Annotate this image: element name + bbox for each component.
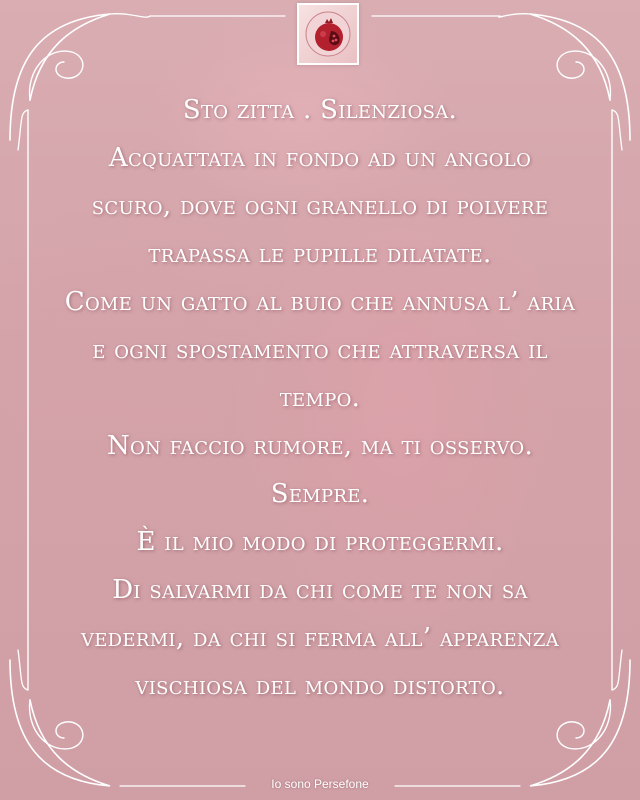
poem-line: tempo. (279, 383, 361, 413)
poem-line: e ogni spostamento che attraversa il (92, 335, 548, 365)
poem-line: Acquattata in fondo ad un angolo (108, 143, 532, 173)
poem-line: vedermi, da chi si ferma all’ apparenza (80, 623, 560, 653)
logo-badge (297, 3, 359, 65)
poem-line: Sempre. (270, 479, 370, 509)
poem-text (40, 86, 600, 710)
author-credit: Io sono Persefone (271, 777, 369, 791)
pomegranate-icon (303, 9, 353, 59)
poem-line: È il mio modo di proteggermi. (136, 527, 504, 557)
poem-line: scuro, dove ogni granello di polvere (91, 191, 549, 221)
poem-line: Non faccio rumore, ma ti osservo. (106, 431, 534, 461)
poem-line: Come un gatto al buio che annusa l’ aria (64, 287, 576, 317)
poem-line: Di salvarmi da chi come te non sa (112, 575, 528, 605)
poem-line: Sto zitta . Silenziosa. (182, 95, 458, 125)
poem-line: vischiosa del mondo distorto. (135, 671, 505, 701)
poem-line: trapassa le pupille dilatate. (148, 239, 492, 269)
